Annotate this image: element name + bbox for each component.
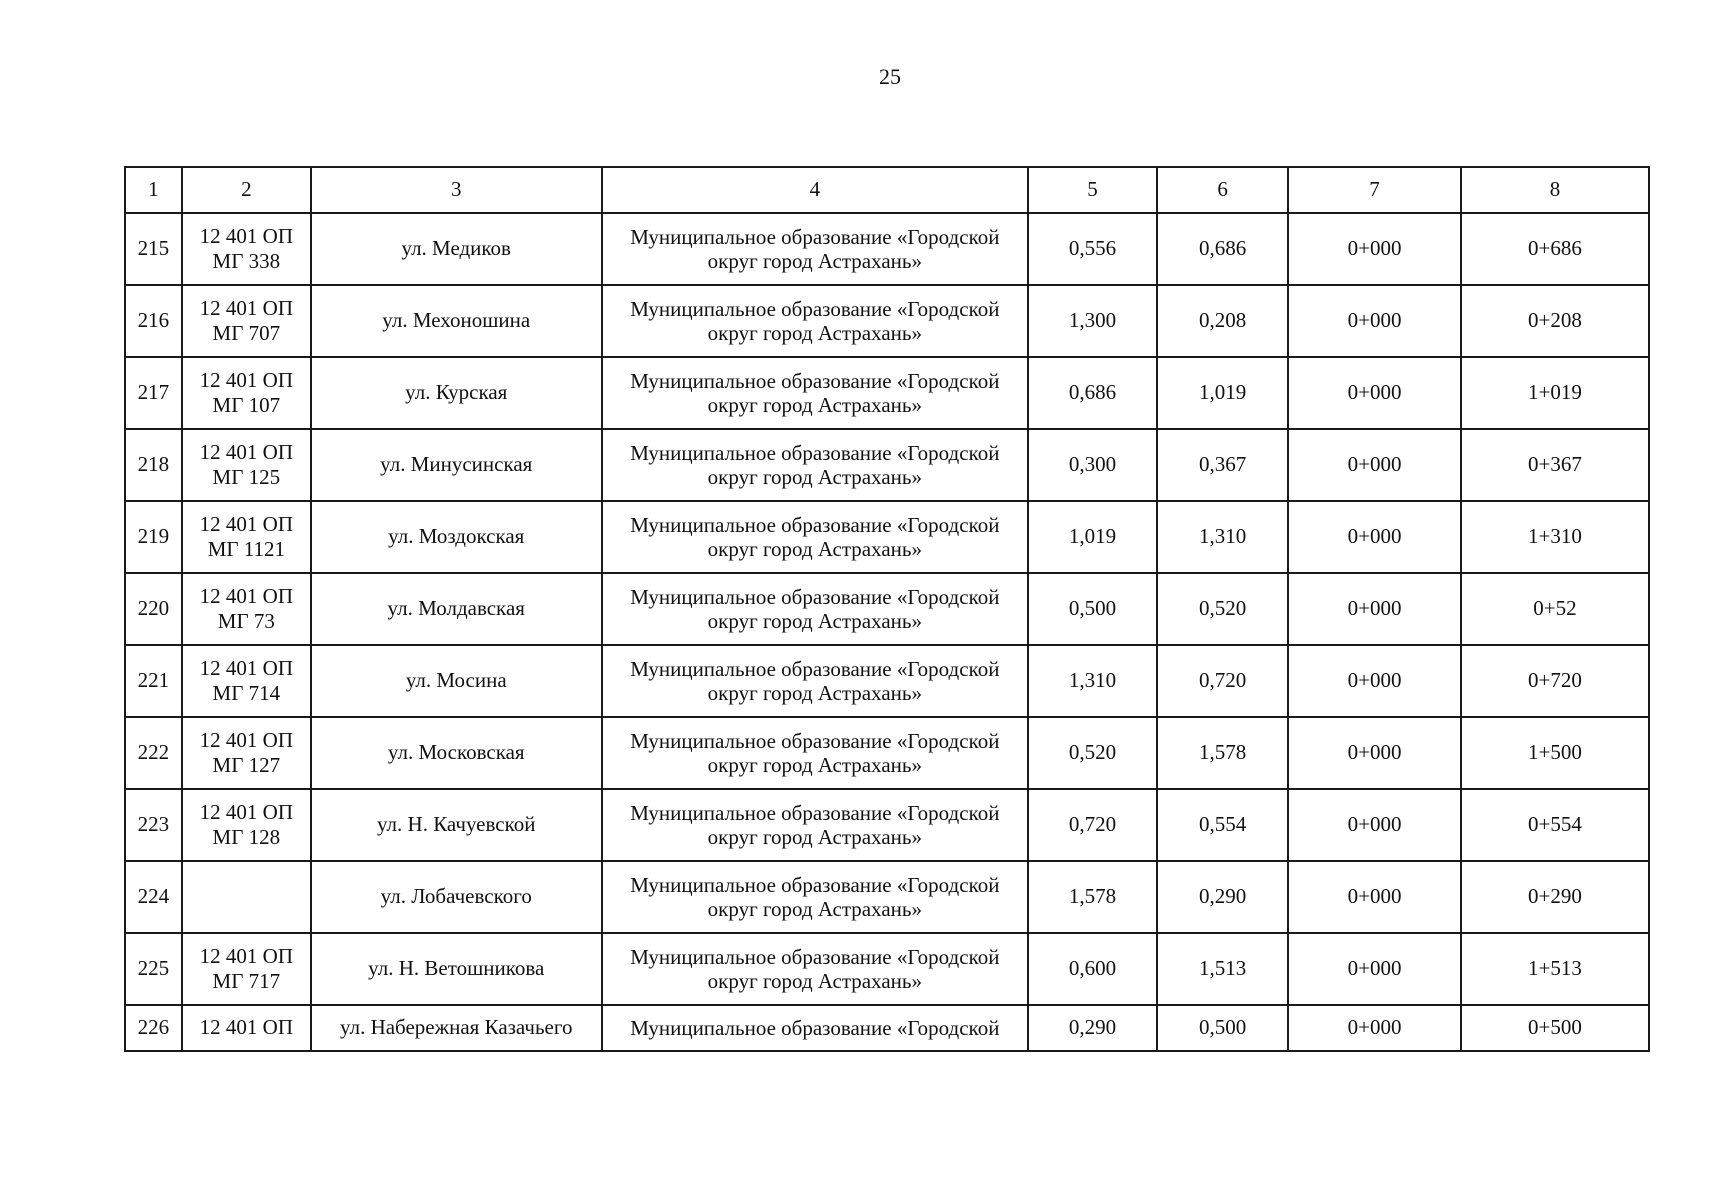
column-8-cell: 0+52 (1461, 573, 1649, 645)
owner-line-1: Муниципальное образование «Городской (630, 368, 1000, 393)
column-7-cell: 0+000 (1288, 1005, 1461, 1051)
road-code-line-2: МГ 338 (212, 249, 281, 273)
road-code-cell (182, 645, 311, 717)
owner-line-2: округ город Астрахань» (707, 249, 922, 273)
owner-line-1: Муниципальное образование «Городской (630, 440, 1000, 465)
table-row (125, 213, 1649, 285)
owner-cell (602, 717, 1028, 789)
owner-line-1: Муниципальное образование «Городской (630, 584, 1000, 609)
table-row (125, 1005, 1649, 1051)
street-name-cell: ул. Минусинская (311, 429, 602, 501)
column-5-cell: 0,556 (1028, 213, 1157, 285)
column-7-cell: 0+000 (1288, 285, 1461, 357)
column-6-cell: 0,520 (1157, 573, 1288, 645)
road-code-line-1: 12 401 ОП (199, 511, 294, 536)
street-name-cell: ул. Н. Ветошникова (311, 933, 602, 1005)
road-code-cell (182, 285, 311, 357)
column-header-3: 3 (311, 167, 602, 213)
table-row (125, 357, 1649, 429)
page-number: 25 (879, 64, 901, 89)
owner-line-1: Муниципальное образование «Городской (630, 800, 1000, 825)
column-header-7: 7 (1288, 167, 1461, 213)
column-8-cell: 0+686 (1461, 213, 1649, 285)
road-code-line-1: 12 401 ОП (199, 583, 294, 608)
column-7-cell: 0+000 (1288, 717, 1461, 789)
owner-line-2: округ город Астрахань» (707, 825, 922, 849)
column-6-cell: 1,019 (1157, 357, 1288, 429)
road-code-cell (182, 501, 311, 573)
road-code-cell (182, 933, 311, 1005)
street-name-cell: ул. Набережная Казачьего (311, 1005, 602, 1051)
row-number-cell: 225 (125, 933, 182, 1005)
row-number-cell: 224 (125, 861, 182, 933)
owner-cell (602, 789, 1028, 861)
road-code-line-1: 12 401 ОП (199, 367, 294, 392)
street-name-cell: ул. Н. Качуевской (311, 789, 602, 861)
owner-line-1: Муниципальное образование «Городской (630, 512, 1000, 537)
row-number-cell: 218 (125, 429, 182, 501)
column-8-cell: 1+513 (1461, 933, 1649, 1005)
owner-line-1: Муниципальное образование «Городской (630, 728, 1000, 753)
road-code-line-1: 12 401 ОП (199, 943, 294, 968)
column-header-4: 4 (602, 167, 1028, 213)
owner-line-2: округ город Астрахань» (707, 681, 922, 705)
column-7-cell: 0+000 (1288, 357, 1461, 429)
owner-line-1: Муниципальное образование «Городской (630, 1015, 1000, 1040)
road-code-line-1: 12 401 ОП (199, 799, 294, 824)
column-6-cell: 0,554 (1157, 789, 1288, 861)
owner-line-2: округ город Астрахань» (707, 537, 922, 561)
road-code-line-2: МГ 707 (212, 321, 281, 345)
table-body (125, 213, 1649, 1051)
column-6-cell: 0,500 (1157, 1005, 1288, 1051)
column-header-5: 5 (1028, 167, 1157, 213)
road-code-line-1: 12 401 ОП (199, 1015, 294, 1040)
table-row (125, 573, 1649, 645)
column-8-cell: 0+554 (1461, 789, 1649, 861)
column-7-cell: 0+000 (1288, 573, 1461, 645)
column-7-cell: 0+000 (1288, 429, 1461, 501)
column-6-cell: 0,367 (1157, 429, 1288, 501)
street-name-cell: ул. Моздокская (311, 501, 602, 573)
street-name-cell: ул. Мехоношина (311, 285, 602, 357)
road-code-line-2: МГ 128 (212, 825, 281, 849)
owner-line-1: Муниципальное образование «Городской (630, 872, 1000, 897)
column-6-cell: 0,208 (1157, 285, 1288, 357)
column-6-cell: 0,686 (1157, 213, 1288, 285)
road-code-line-1: 12 401 ОП (199, 295, 294, 320)
owner-line-2: округ город Астрахань» (707, 969, 922, 993)
owner-line-1: Муниципальное образование «Городской (630, 296, 1000, 321)
road-code-line-2: МГ 714 (212, 681, 281, 705)
column-5-cell: 0,300 (1028, 429, 1157, 501)
table-row (125, 645, 1649, 717)
table-row (125, 789, 1649, 861)
column-7-cell: 0+000 (1288, 645, 1461, 717)
table-row (125, 429, 1649, 501)
road-code-line-2: МГ 125 (212, 465, 281, 489)
column-7-cell: 0+000 (1288, 933, 1461, 1005)
owner-cell (602, 861, 1028, 933)
column-5-cell: 1,310 (1028, 645, 1157, 717)
road-code-line-2: МГ 107 (212, 393, 281, 417)
row-number-cell: 223 (125, 789, 182, 861)
column-header-1: 1 (125, 167, 182, 213)
table-header (125, 167, 1649, 213)
road-code-cell (182, 1005, 311, 1051)
column-8-cell: 1+019 (1461, 357, 1649, 429)
column-8-cell: 1+310 (1461, 501, 1649, 573)
table-row (125, 933, 1649, 1005)
row-number-cell: 220 (125, 573, 182, 645)
column-5-cell: 1,578 (1028, 861, 1157, 933)
owner-cell (602, 429, 1028, 501)
column-5-cell: 0,520 (1028, 717, 1157, 789)
road-code-cell (182, 213, 311, 285)
column-6-cell: 1,513 (1157, 933, 1288, 1005)
road-code-cell (182, 861, 311, 933)
road-code-line-1: 12 401 ОП (199, 439, 294, 464)
street-name-cell: ул. Мосина (311, 645, 602, 717)
table-row (125, 861, 1649, 933)
column-8-cell: 0+720 (1461, 645, 1649, 717)
column-8-cell: 0+208 (1461, 285, 1649, 357)
column-header-6: 6 (1157, 167, 1288, 213)
owner-cell (602, 213, 1028, 285)
column-7-cell: 0+000 (1288, 213, 1461, 285)
owner-cell (602, 357, 1028, 429)
owner-line-2: округ город Астрахань» (707, 393, 922, 417)
owner-line-2: округ город Астрахань» (707, 465, 922, 489)
owner-line-1: Муниципальное образование «Городской (630, 656, 1000, 681)
table-row (125, 717, 1649, 789)
header-row (125, 167, 1649, 213)
owner-cell (602, 285, 1028, 357)
road-code-cell (182, 789, 311, 861)
road-code-cell (182, 573, 311, 645)
street-name-cell: ул. Московская (311, 717, 602, 789)
owner-line-1: Муниципальное образование «Городской (630, 944, 1000, 969)
road-code-cell (182, 429, 311, 501)
road-code-line-2: МГ 1121 (207, 537, 285, 561)
column-5-cell: 1,300 (1028, 285, 1157, 357)
road-code-cell (182, 717, 311, 789)
column-6-cell: 0,290 (1157, 861, 1288, 933)
column-7-cell: 0+000 (1288, 789, 1461, 861)
owner-cell (602, 501, 1028, 573)
owner-cell (602, 1005, 1028, 1051)
owner-cell (602, 933, 1028, 1005)
road-code-line-1: 12 401 ОП (199, 223, 294, 248)
owner-line-2: округ город Астрахань» (707, 609, 922, 633)
street-name-cell: ул. Лобачевского (311, 861, 602, 933)
row-number-cell: 215 (125, 213, 182, 285)
row-number-cell: 219 (125, 501, 182, 573)
row-number-cell: 217 (125, 357, 182, 429)
road-code-line-1: 12 401 ОП (199, 655, 294, 680)
road-code-line-2: МГ 73 (217, 609, 275, 633)
column-8-cell: 0+500 (1461, 1005, 1649, 1051)
owner-line-1: Муниципальное образование «Городской (630, 224, 1000, 249)
column-5-cell: 0,600 (1028, 933, 1157, 1005)
column-8-cell: 0+290 (1461, 861, 1649, 933)
road-code-line-2: МГ 127 (212, 753, 281, 777)
column-5-cell: 0,686 (1028, 357, 1157, 429)
owner-cell (602, 573, 1028, 645)
street-name-cell: ул. Медиков (311, 213, 602, 285)
road-code-line-1: 12 401 ОП (199, 727, 294, 752)
column-7-cell: 0+000 (1288, 861, 1461, 933)
column-header-8: 8 (1461, 167, 1649, 213)
road-code-line-2: МГ 717 (212, 969, 281, 993)
owner-line-2: округ город Астрахань» (707, 897, 922, 921)
table-row (125, 285, 1649, 357)
column-8-cell: 0+367 (1461, 429, 1649, 501)
owner-line-2: округ город Астрахань» (707, 321, 922, 345)
row-number-cell: 216 (125, 285, 182, 357)
column-header-2: 2 (182, 167, 311, 213)
owner-line-2: округ город Астрахань» (707, 753, 922, 777)
column-5-cell: 0,720 (1028, 789, 1157, 861)
roads-table (124, 166, 1650, 1052)
column-6-cell: 1,310 (1157, 501, 1288, 573)
column-6-cell: 0,720 (1157, 645, 1288, 717)
column-5-cell: 0,500 (1028, 573, 1157, 645)
row-number-cell: 221 (125, 645, 182, 717)
column-8-cell: 1+500 (1461, 717, 1649, 789)
road-code-cell (182, 357, 311, 429)
column-5-cell: 1,019 (1028, 501, 1157, 573)
column-5-cell: 0,290 (1028, 1005, 1157, 1051)
table-row (125, 501, 1649, 573)
column-6-cell: 1,578 (1157, 717, 1288, 789)
row-number-cell: 226 (125, 1005, 182, 1051)
owner-cell (602, 645, 1028, 717)
row-number-cell: 222 (125, 717, 182, 789)
column-7-cell: 0+000 (1288, 501, 1461, 573)
street-name-cell: ул. Курская (311, 357, 602, 429)
street-name-cell: ул. Молдавская (311, 573, 602, 645)
